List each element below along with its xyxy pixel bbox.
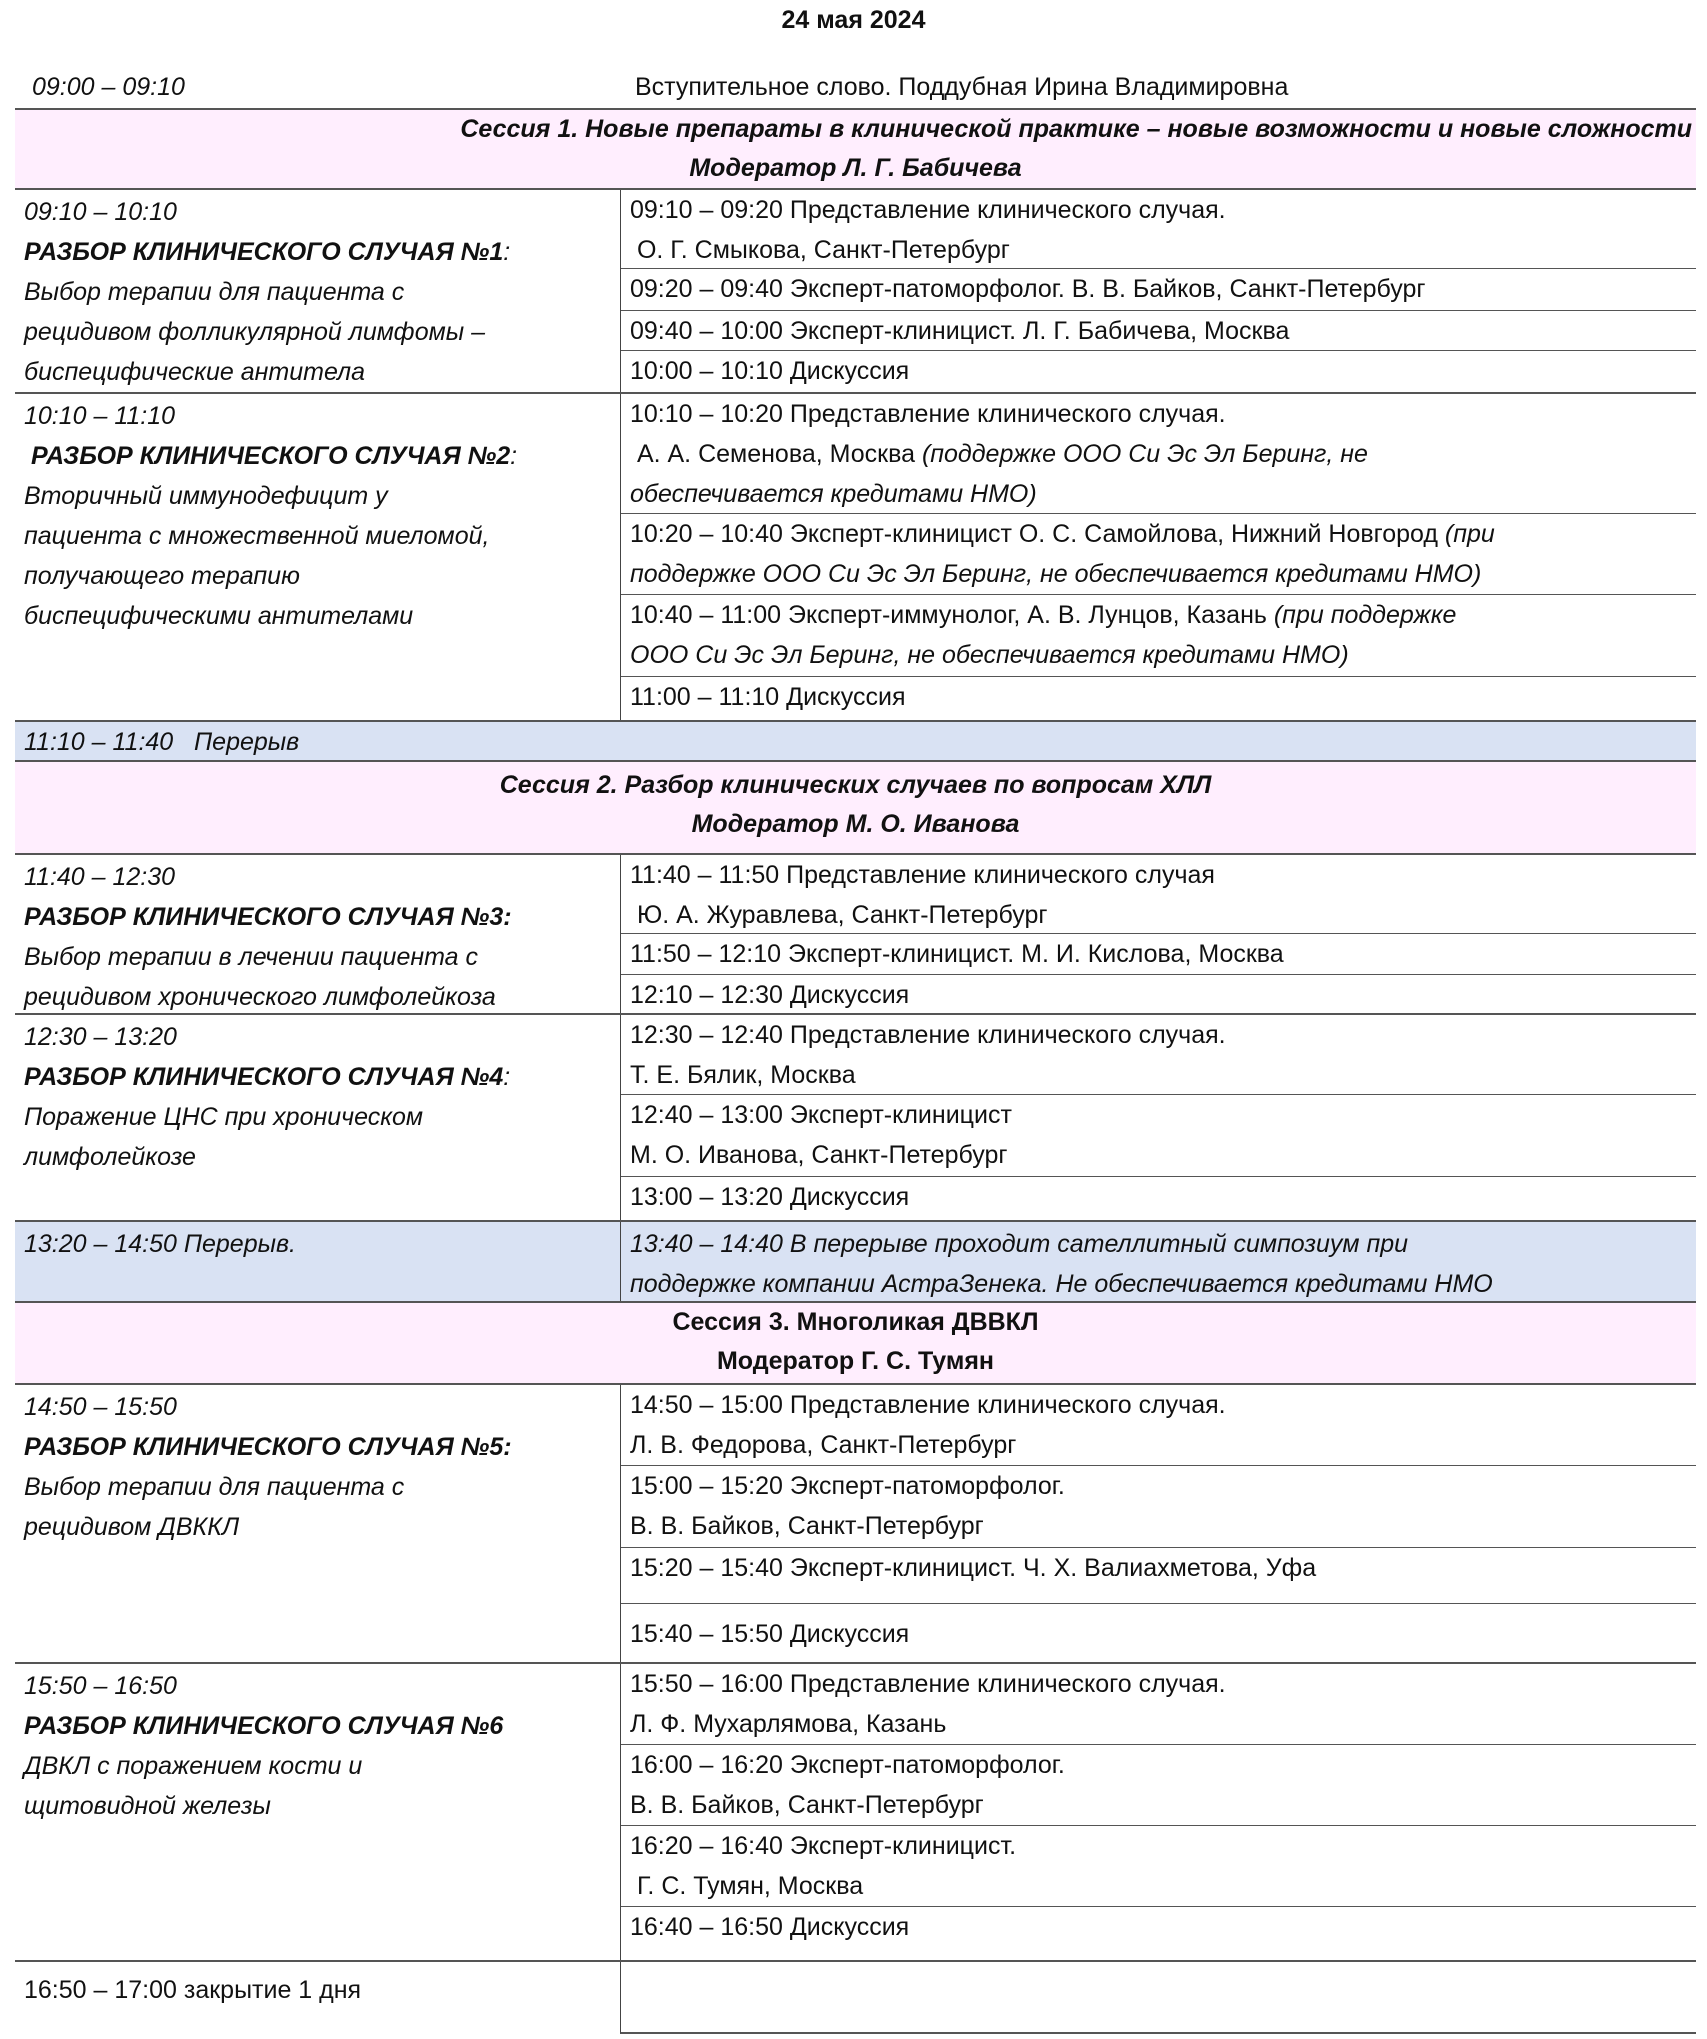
program-table	[15, 68, 1696, 2034]
case-4-item-2: 12:40 – 13:00 Эксперт-клиницист М. О. Иванова, Санкт-Петербург	[621, 1095, 1696, 1177]
session-3-moderator: Модератор Г. С. Тумян	[716, 1347, 995, 1375]
break-2-right: 13:40 – 14:40 В перерыве проходит сателлитный симпозиум при поддержке компании АстраЗенека. Не обеспечивается кредитами НМО	[620, 1222, 1696, 1301]
case-4-time: 12:30 – 13:20	[24, 1023, 177, 1051]
case-1-summary: 09:10 – 10:10 РАЗБОР КЛИНИЧЕСКОГО СЛУЧАЯ №1: Выбор терапии для пациента с рецидивом фолликулярной лимфомы – биспецифические антитела	[15, 190, 620, 392]
case-2-desc-2: пациента с множественной миеломой,	[24, 522, 490, 550]
case-1-desc-3: биспецифические антитела	[24, 358, 366, 386]
case-1-desc-1: Выбор терапии для пациента с	[24, 278, 405, 306]
case-1-item-3: 09:40 – 10:00 Эксперт-клиницист. Л. Г. Бабичева, Москва	[621, 311, 1696, 351]
case-3-item-3: 12:10 – 12:30 Дискуссия	[630, 981, 910, 1009]
session-1-header	[15, 108, 1696, 190]
case-6-desc-1: ДВКЛ с поражением кости и	[24, 1752, 363, 1780]
case-1-item-4: 10:00 – 10:10 Дискуссия	[630, 357, 910, 385]
closing-row	[15, 1962, 1696, 2034]
closing-empty-cell	[620, 1962, 1696, 2034]
case-3-label: РАЗБОР КЛИНИЧЕСКОГО СЛУЧАЯ №3:	[24, 903, 512, 931]
case-2-row	[15, 394, 1696, 722]
case-5-item-4: 15:40 – 15:50 Дискуссия	[630, 1620, 910, 1649]
case-2-item-3: 10:40 – 11:00 Эксперт-иммунолог, А. В. Лунцов, Казань (при поддержке ООО Си Эс Эл Беринг, не обеспечивается кредитами НМО)	[621, 595, 1696, 677]
intro-time: 09:00 – 09:10	[32, 73, 185, 101]
intro-row	[15, 68, 1696, 108]
case-6-time: 15:50 – 16:50	[24, 1672, 177, 1700]
case-4-summary: 12:30 – 13:20 РАЗБОР КЛИНИЧЕСКОГО СЛУЧАЯ №4: Поражение ЦНС при хроническом лимфолейкозе	[15, 1015, 620, 1220]
case-1-desc-2: рецидивом фолликулярной лимфомы –	[24, 318, 486, 346]
case-2-item-4: 11:00 – 11:10 Дискуссия	[630, 683, 906, 712]
case-1-time: 09:10 – 10:10	[24, 198, 177, 226]
case-3-summary	[15, 855, 620, 1013]
case-1-items	[620, 190, 1696, 392]
closing-text: 16:50 – 17:00 закрытие 1 дня	[24, 1976, 362, 2004]
case-3-item-2: 11:50 – 12:10 Эксперт-клиницист. М. И. Кислова, Москва	[621, 934, 1696, 975]
case-4-row	[15, 1015, 1696, 1222]
case-6-row	[15, 1664, 1696, 1962]
case-3-desc-2: рецидивом хронического лимфолейкоза	[24, 983, 496, 1011]
case-6-summary	[15, 1664, 620, 1960]
case-2-item-1: 10:10 – 10:20 Представление клинического случая. А. А. Семенова, Москва (поддержке ООО Си Эс Эл Беринг, не обеспечивается кредитами НМО)	[621, 394, 1696, 514]
case-6-items	[620, 1664, 1696, 1960]
case-5-time: 14:50 – 15:50	[24, 1393, 177, 1421]
intro-text: Вступительное слово. Поддубная Ирина Владимировна	[635, 73, 1289, 101]
break-2-row	[15, 1222, 1696, 1303]
case-2-items	[620, 394, 1696, 720]
case-3-item-1: 11:40 – 11:50 Представление клинического случая Ю. А. Журавлева, Санкт-Петербург	[621, 855, 1696, 934]
case-1-item-2: 09:20 – 09:40 Эксперт-патоморфолог. В. В. Байков, Санкт-Петербург	[621, 269, 1696, 311]
case-2-item-2: 10:20 – 10:40 Эксперт-клиницист О. С. Самойлова, Нижний Новгород (при поддержке ООО Си Эс Эл Беринг, не обеспечивается кредитами НМО)	[621, 514, 1696, 595]
case-3-time: 11:40 – 12:30	[24, 863, 176, 891]
session-1-title: Сессия 1. Новые препараты в клинической практике – новые возможности и новые сложности	[460, 115, 1692, 143]
case-4-items	[620, 1015, 1696, 1220]
case-1-row	[15, 190, 1696, 394]
case-4-item-1: 12:30 – 12:40 Представление клинического случая. Т. Е. Бялик, Москва	[621, 1015, 1696, 1095]
session-3-header	[15, 1303, 1696, 1385]
session-2-moderator: Модератор М. О. Иванова	[691, 810, 1020, 838]
case-6-desc-2: щитовидной железы	[24, 1792, 271, 1820]
case-5-row	[15, 1385, 1696, 1664]
break-2-left: 13:20 – 14:50 Перерыв.	[24, 1230, 296, 1258]
case-5-item-1: 14:50 – 15:00 Представление клинического случая. Л. В. Федорова, Санкт-Петербург	[621, 1385, 1696, 1466]
case-5-item-2: 15:00 – 15:20 Эксперт-патоморфолог. В. В. Байков, Санкт-Петербург	[621, 1466, 1696, 1547]
case-4-item-3: 13:00 – 13:20 Дискуссия	[630, 1182, 910, 1211]
case-5-item-3: 15:20 – 15:40 Эксперт-клиницист. Ч. Х. Валиахметова, Уфа	[621, 1548, 1696, 1605]
case-4-desc-1: Поражение ЦНС при хроническом	[24, 1103, 424, 1131]
case-2-desc-3: получающего терапию	[24, 562, 300, 590]
case-5-label: РАЗБОР КЛИНИЧЕСКОГО СЛУЧАЯ №5:	[24, 1433, 512, 1461]
case-3-items	[620, 855, 1696, 1013]
case-4-label: РАЗБОР КЛИНИЧЕСКОГО СЛУЧАЯ №4	[24, 1063, 504, 1091]
case-2-label: РАЗБОР КЛИНИЧЕСКОГО СЛУЧАЯ №2	[24, 442, 511, 470]
case-6-item-4: 16:40 – 16:50 Дискуссия	[630, 1913, 910, 1941]
case-6-item-2: 16:00 – 16:20 Эксперт-патоморфолог. В. В. Байков, Санкт-Петербург	[621, 1745, 1696, 1826]
session-2-title: Сессия 2. Разбор клинических случаев по вопросам ХЛЛ	[499, 771, 1212, 799]
case-4-desc-2: лимфолейкозе	[24, 1143, 196, 1171]
session-3-title: Сессия 3. Многоликая ДВВКЛ	[672, 1308, 1039, 1336]
case-2-desc-4: биспецифическими антителами	[24, 602, 414, 630]
case-5-desc-2: рецидивом ДВККЛ	[24, 1513, 240, 1541]
session-1-moderator: Модератор Л. Г. Бабичева	[689, 154, 1022, 182]
break-1-text: 11:10 – 11:40 Перерыв	[24, 728, 300, 756]
case-6-item-1: 15:50 – 16:00 Представление клинического случая. Л. Ф. Мухарлямова, Казань	[621, 1664, 1696, 1745]
case-5-summary	[15, 1385, 620, 1662]
case-3-row	[15, 855, 1696, 1015]
case-2-summary: 10:10 – 11:10 РАЗБОР КЛИНИЧЕСКОГО СЛУЧАЯ №2: Вторичный иммунодефицит у пациента с множественной миеломой, получающего терапию биспецифическими антителами	[15, 394, 620, 720]
case-3-desc-1: Выбор терапии в лечении пациента с	[24, 943, 479, 971]
case-5-items	[620, 1385, 1696, 1662]
break-1-row	[15, 722, 1696, 762]
case-6-item-3: 16:20 – 16:40 Эксперт-клиницист. Г. С. Тумян, Москва	[621, 1826, 1696, 1907]
case-1-item-1: 09:10 – 09:20 Представление клинического случая. О. Г. Смыкова, Санкт-Петербург	[621, 190, 1696, 269]
case-6-label: РАЗБОР КЛИНИЧЕСКОГО СЛУЧАЯ №6	[24, 1712, 504, 1740]
case-1-label: РАЗБОР КЛИНИЧЕСКОГО СЛУЧАЯ №1	[24, 238, 504, 266]
case-2-time: 10:10 – 11:10	[24, 402, 176, 430]
session-2-header	[15, 762, 1696, 855]
case-5-desc-1: Выбор терапии для пациента с	[24, 1473, 405, 1501]
page-date-title: 24 мая 2024	[781, 6, 926, 34]
case-2-desc-1: Вторичный иммунодефицит у	[24, 482, 388, 510]
